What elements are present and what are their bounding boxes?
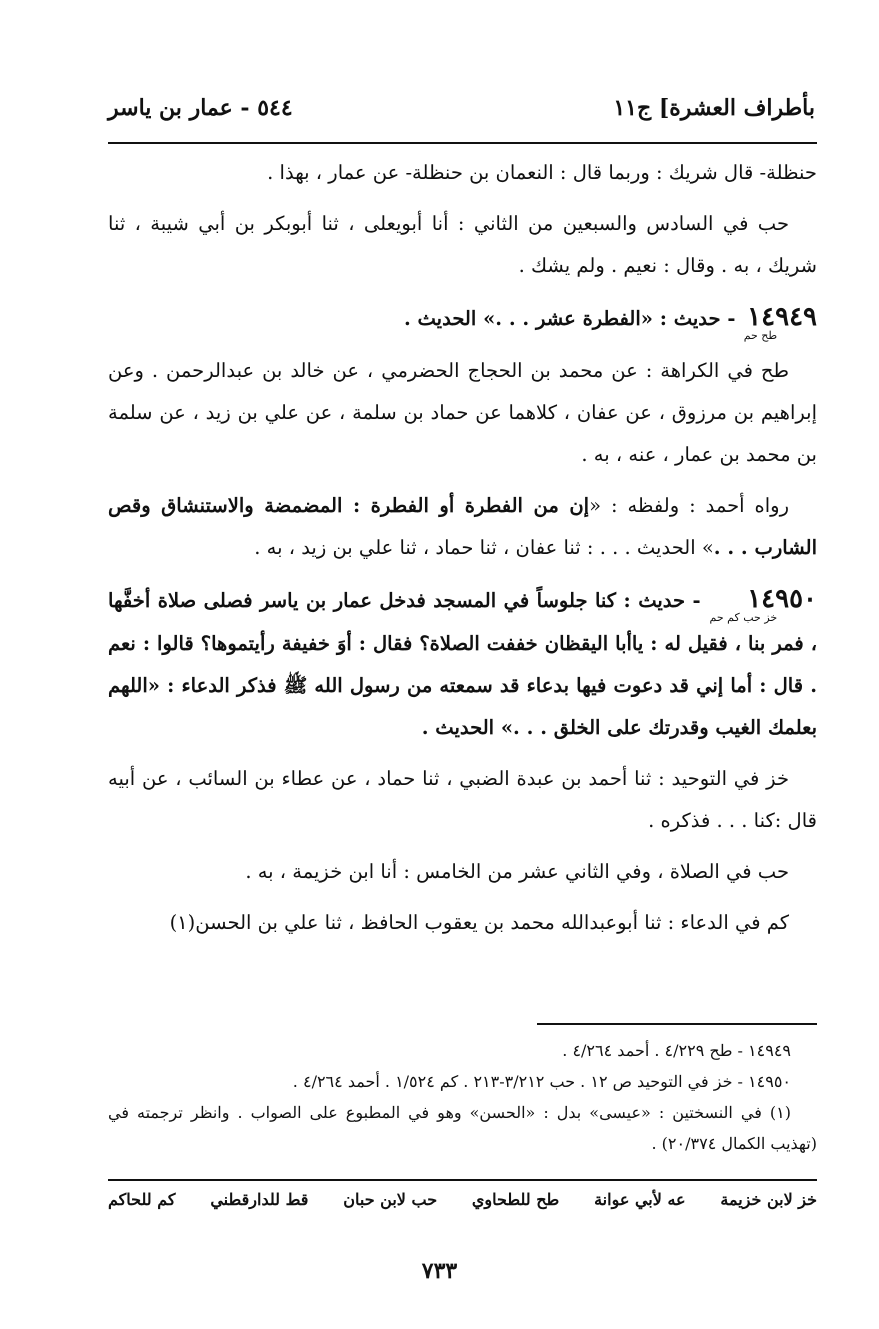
abbreviation: طح للطحاوي bbox=[471, 1190, 560, 1209]
paragraph: خز في التوحيد : ثنا أحمد بن عبدة الضبي ، ثنا حماد ، عن عطاء بن السائب ، عن أبيه قال :كنا . . . فذكره . bbox=[108, 767, 817, 832]
paragraph: طح في الكراهة : عن محمد بن الحجاج الحضرمي ، عن خالد بن عبدالرحمن . وعن إبراهيم بن مرزوق ، عن عفان ، كلاهما عن حماد بن سلمة ، عن علي بن زيد ، عن سلمة بن محمد بن عمار ، عنه ، به . bbox=[108, 359, 817, 466]
hadith-sources: طح حم bbox=[743, 329, 778, 342]
paragraph-text: » الحديث . . . : ثنا عفان ، ثنا حماد ، ثنا علي بن زيد ، به . bbox=[254, 536, 714, 559]
hadith-entry-14949 bbox=[108, 296, 817, 341]
paragraph: كم في الدعاء : ثنا أبوعبدالله محمد بن يعقوب الحافظ ، ثنا علي بن الحسن(١) bbox=[169, 911, 789, 934]
hadith-text: - حديث : كنا جلوساً في المسجد فدخل عمار بن ياسر فصلى صلاة أخفَّها ، فمر بنا ، فقيل له : ياأبا اليقظان خففت الصلاة؟ فقال : أوَ خفيفة رأيتموها؟ قالوا : نعم . قال : أما إني قد دعوت فيها بدعاء قد سمعته من رسول الله ﷺ فذكر الدعاء : «اللهم بعلمك الغيب وقدرتك على الخلق . . .» الحديث . bbox=[108, 589, 817, 739]
header-section-title: ٥٤٤ - عمار بن ياسر bbox=[108, 95, 293, 121]
hadith-sources: خز حب كم حم bbox=[709, 611, 778, 624]
footnote-rule bbox=[537, 1023, 817, 1025]
main-text bbox=[108, 152, 817, 953]
abbreviation: قط للدارقطني bbox=[210, 1190, 309, 1209]
hadith-number: ١٤٩٤٩ bbox=[747, 302, 817, 332]
running-header bbox=[108, 88, 815, 128]
paragraph: حب في السادس والسبعين من الثاني : أنا أبويعلى ، ثنا أبوبكر بن أبي شيبة ، ثنا شريك ، به . وقال : نعيم . ولم يشك . bbox=[108, 212, 817, 277]
hadith-number: ١٤٩٥٠ bbox=[747, 584, 818, 614]
header-rule bbox=[108, 142, 817, 144]
abbreviation: خز لابن خزيمة bbox=[720, 1190, 817, 1209]
abbreviation: كم للحاكم bbox=[108, 1190, 176, 1209]
abbreviation: عه لأبي عوانة bbox=[594, 1190, 686, 1209]
footnote: ١٤٩٥٠ - خز في التوحيد ص ١٢ . حب ٣/٢١٢-٢١٣ . كم ١/٥٢٤ . أحمد ٤/٢٦٤ . bbox=[292, 1072, 791, 1091]
abbreviation: حب لابن حبان bbox=[343, 1190, 438, 1209]
footnote: (١) في النسختين : «عيسى» بدل : «الحسن» وهو في المطبوع على الصواب . وانظر ترجمته في (تهذيب الكمال ٢٠/٣٧٤) . bbox=[108, 1103, 817, 1153]
hadith-text: - حديث : «الفطرة عشر . . .» الحديث . bbox=[403, 307, 736, 330]
footnote: ١٤٩٤٩ - طح ٤/٢٢٩ . أحمد ٤/٢٦٤ . bbox=[562, 1041, 791, 1060]
header-book-title: بأطراف العشرة] ج١١ bbox=[613, 95, 815, 121]
footnotes bbox=[108, 1035, 817, 1159]
paragraph-text: رواه أحمد : ولفظه : « bbox=[589, 494, 789, 517]
page-number: ٧٣٣ bbox=[421, 1258, 458, 1284]
paragraph: حنظلة- قال شريك : وربما قال : النعمان بن حنظلة- عن عمار ، بهذا . bbox=[267, 161, 817, 184]
paragraph: حب في الصلاة ، وفي الثاني عشر من الخامس : أنا ابن خزيمة ، به . bbox=[245, 860, 789, 883]
hadith-entry-14950 bbox=[108, 578, 817, 749]
quoted-hadith: إن من الفطرة أو الفطرة : المضمضة والاستنشاق وقص الشارب . . . bbox=[108, 494, 817, 559]
abbreviations-key bbox=[108, 1190, 817, 1209]
paragraph bbox=[108, 485, 817, 569]
abbreviations-rule bbox=[108, 1179, 817, 1181]
